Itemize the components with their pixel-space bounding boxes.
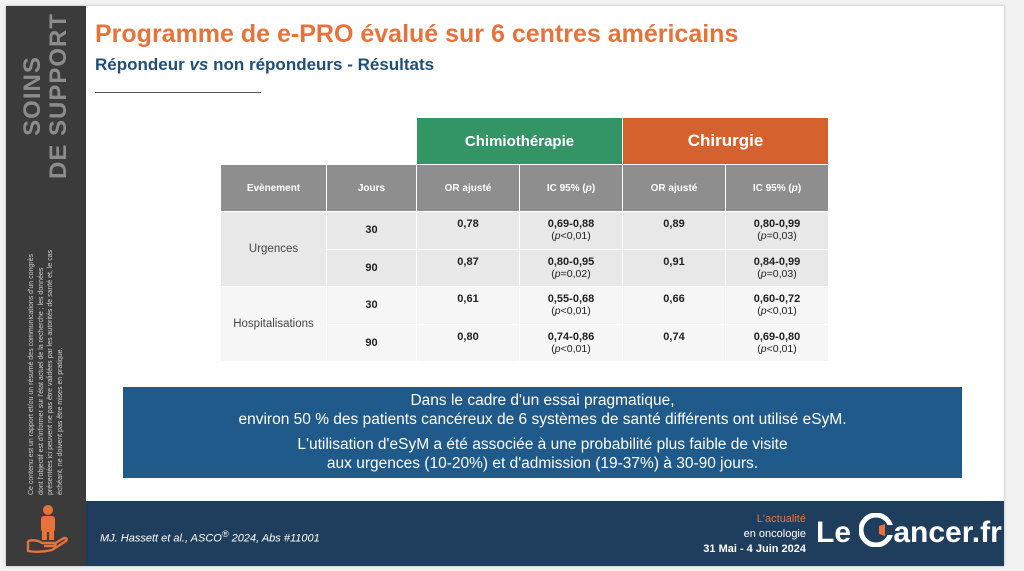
ic-cell [520, 324, 623, 362]
logo-le: Le [816, 516, 860, 550]
p-value: (p=0,03) [757, 230, 797, 243]
p-letter: p [554, 305, 561, 318]
ic-cell [726, 287, 829, 325]
subtitle-part: Répondeur [95, 55, 190, 74]
tagline-line1: L'actualité [756, 513, 806, 525]
page-subtitle [95, 55, 434, 75]
column-header-row [221, 165, 829, 212]
col-ic-chir [726, 165, 829, 212]
col-or-chimio: OR ajusté [417, 165, 520, 212]
citation [100, 529, 320, 545]
logo-c-icon [859, 513, 893, 547]
sidebar-title-line2: DE SUPPORT [45, 12, 72, 180]
p-text: =0,02 [560, 267, 588, 280]
jours-cell: 90 [327, 249, 417, 287]
ic-cell [520, 287, 623, 325]
or-cell: 0,89 [623, 212, 726, 250]
col-ic-p: p [791, 182, 798, 194]
p-value: (p<0,01) [551, 230, 591, 243]
jours-cell: 90 [327, 324, 417, 362]
summary-box [123, 387, 962, 478]
lecancer-logo [816, 515, 1002, 555]
ic-value: 0,80-0,95 [547, 255, 595, 268]
p-letter: p [554, 267, 561, 280]
col-jours: Jours [327, 165, 417, 212]
p-letter: p [760, 267, 767, 280]
col-evenement: Evènement [221, 165, 327, 212]
group-chimiotherapie: Chimiothérapie [417, 118, 623, 165]
jours-cell: 30 [327, 287, 417, 325]
summary-line: L'utilisation d'eSyM a été associée à une probabilité plus faible de visite [297, 436, 788, 453]
logo-rest: ancer.fr [893, 516, 1002, 550]
slide [6, 6, 1004, 566]
ic-value: 0,55-0,68 [547, 293, 595, 306]
sidebar [6, 6, 86, 566]
col-or-chir: OR ajusté [623, 165, 726, 212]
or-cell: 0,80 [417, 324, 520, 362]
ic-cell [520, 212, 623, 250]
p-value: (p=0,02) [551, 267, 591, 280]
p-value: (p<0,01) [757, 342, 797, 355]
summary-line: aux urgences (10-20%) et d'admission (19-37%) à 30-90 jours. [326, 455, 759, 472]
col-ic-chimio [520, 165, 623, 212]
summary-line: environ 50 % des patients cancéreux de 6 systèmes de santé différents ont utilisé eSyM. [238, 411, 847, 428]
ic-value: 0,69-0,80 [753, 330, 801, 343]
summary-line: Dans le cadre d'un essai pragmatique, [410, 392, 675, 409]
empty-corner [221, 118, 417, 165]
col-ic-p: p [585, 182, 592, 194]
or-cell: 0,87 [417, 249, 520, 287]
page-title: Programme de e-PRO évalué sur 6 centres américains [95, 20, 739, 48]
patient-care-hand-icon [26, 503, 70, 555]
p-letter: p [760, 230, 767, 243]
p-value: (p<0,01) [551, 305, 591, 318]
ic-value: 0,80-0,99 [753, 218, 801, 231]
col-ic-text: IC 95% ( [752, 182, 792, 194]
or-cell: 0,91 [623, 249, 726, 287]
category-urgences: Urgences [221, 212, 327, 287]
subtitle-part: non répondeurs - Résultats [208, 55, 435, 74]
col-ic-text: ) [591, 182, 596, 194]
p-text: <0,01 [560, 230, 588, 243]
congress-dates: 31 Mai - 4 Juin 2024 [703, 543, 806, 555]
group-chirurgie: Chirurgie [623, 118, 829, 165]
tagline [616, 512, 806, 557]
p-text: <0,01 [766, 342, 794, 355]
title-divider [95, 92, 261, 93]
category-hospitalisations: Hospitalisations [221, 287, 327, 362]
ic-value: 0,74-0,86 [547, 330, 595, 343]
col-ic-text: ) [797, 182, 802, 194]
footer [86, 501, 1004, 566]
sidebar-title [20, 13, 72, 179]
or-cell: 0,61 [417, 287, 520, 325]
col-ic-text: IC 95% ( [546, 182, 586, 194]
ic-cell [520, 249, 623, 287]
or-cell: 0,74 [623, 324, 726, 362]
p-value: (p=0,03) [757, 267, 797, 280]
group-header-row [221, 118, 829, 165]
p-letter: p [554, 230, 561, 243]
p-letter: p [554, 342, 561, 355]
citation-text: 2024, Abs #11001 [228, 532, 320, 545]
results-table [220, 117, 829, 362]
sidebar-disclaimer: Ce contenu est un rapport et/ou un résumé des communications d'un congrès dont l'objectif est d'informer sur l'état actuel de la recherche ; les données présentées ici peuvent ne pas être validées par les autorités de santé et, le cas échéant, ne doivent pas être mises en pratique. [28, 249, 64, 495]
p-text: =0,03 [766, 230, 794, 243]
or-cell: 0,66 [623, 287, 726, 325]
jours-cell: 30 [327, 212, 417, 250]
ic-value: 0,84-0,99 [753, 255, 801, 268]
p-text: <0,01 [766, 305, 794, 318]
p-text: =0,03 [766, 267, 794, 280]
p-text: <0,01 [560, 342, 588, 355]
table-row [221, 212, 829, 250]
or-cell: 0,78 [417, 212, 520, 250]
sidebar-title-line1: SOINS [19, 56, 46, 136]
ic-cell [726, 324, 829, 362]
ic-cell [726, 212, 829, 250]
citation-text: MJ. Hassett et al., ASCO [100, 532, 222, 545]
ic-cell [726, 249, 829, 287]
ic-value: 0,60-0,72 [753, 293, 801, 306]
tagline-line2: en oncologie [743, 528, 806, 540]
p-letter: p [760, 305, 767, 318]
ic-value: 0,69-0,88 [547, 218, 595, 231]
subtitle-vs: vs [189, 55, 209, 74]
p-value: (p<0,01) [757, 305, 797, 318]
table-row [221, 287, 829, 325]
p-text: <0,01 [560, 305, 588, 318]
p-letter: p [760, 342, 767, 355]
p-value: (p<0,01) [551, 342, 591, 355]
citation-reg: ® [221, 529, 229, 539]
